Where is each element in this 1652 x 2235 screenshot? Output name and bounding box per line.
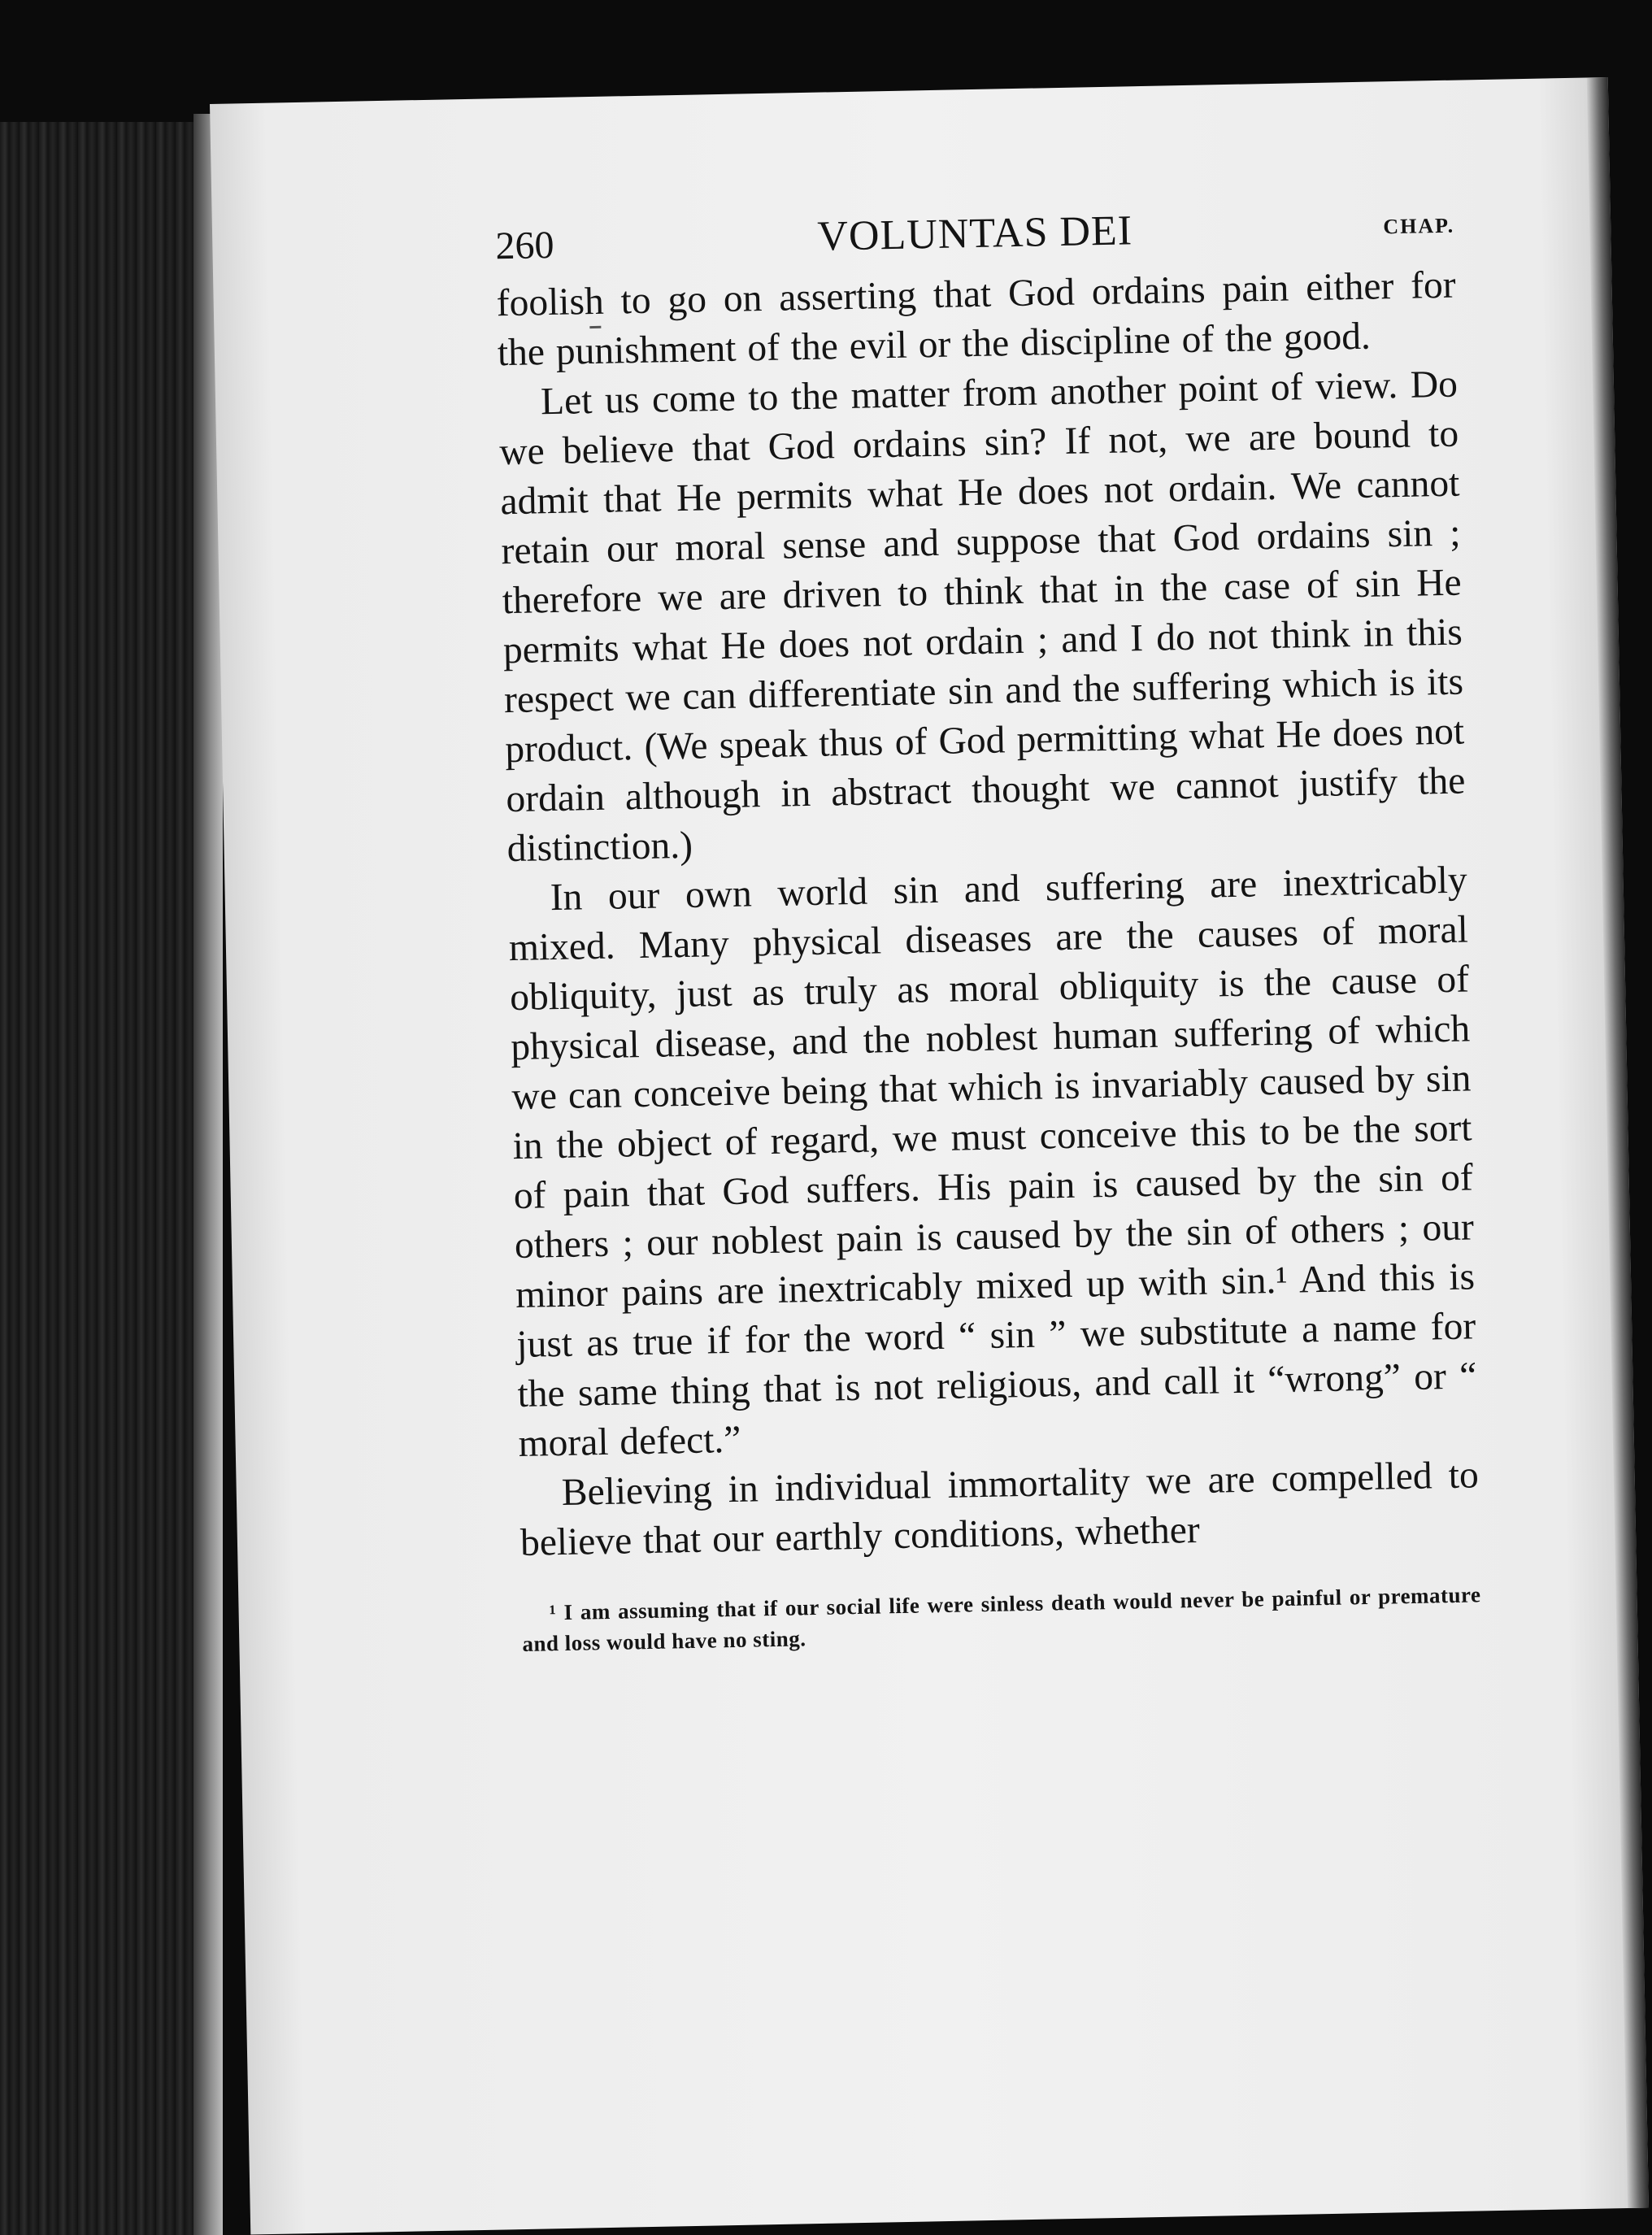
paragraph-continued: foolish to go on asserting that God ordains pain either for the punishment of the evil or the discipline of the good. [496, 263, 1457, 375]
page-number: 260 [494, 223, 554, 268]
footnote: ¹ I am assuming that if our social life were sinless death would never be painful or premature and loss would have no sting. [522, 1582, 1481, 1656]
book-page [210, 77, 1649, 2235]
book-binding [0, 122, 211, 2235]
page-text-block [495, 201, 1482, 1659]
paragraph: In our own world sin and suffering are inextricably mixed. Many physical diseases are the causes of moral obliquity, just as truly as moral obliquity is the cause of physical disease, and the noblest human suffering of which we can conceive being that which is invariably caused by sin in the object of regard, we must conceive this to be the sort of pain that God suffers. His pain is caused by the sin of others ; our noblest pain is caused by the sin of others ; our minor pains are inextricably mixed up with sin.¹ And this is just as true if for the word “ sin ” we substitute a name for the same thing that is not religious, and call it “wrong” or “ moral defect.” [508, 859, 1477, 1466]
running-title: VOLUNTAS DEI [816, 207, 1133, 260]
page-right-shadow [1587, 77, 1649, 2208]
paragraph: Believing in individual immortality we are compelled to believe that our earthly conditions, whether [520, 1454, 1480, 1564]
paragraph: Let us come to the matter from another point of view. Do we believe that God ordains sin? If not, we are bound to admit that He permits what He does not ordain. We cannot retain our moral sense and suppose that God ordains sin ; therefore we are driven to think that in the case of sin He permits what He does not ordain ; and I do not think in this respect we can differentiate sin and the suffering which is its product. (We speak thus of God permitting what He does not ordain although in abstract thought we cannot justify the distinction.) [498, 363, 1466, 871]
chapter-label: CHAP. [1383, 213, 1455, 239]
